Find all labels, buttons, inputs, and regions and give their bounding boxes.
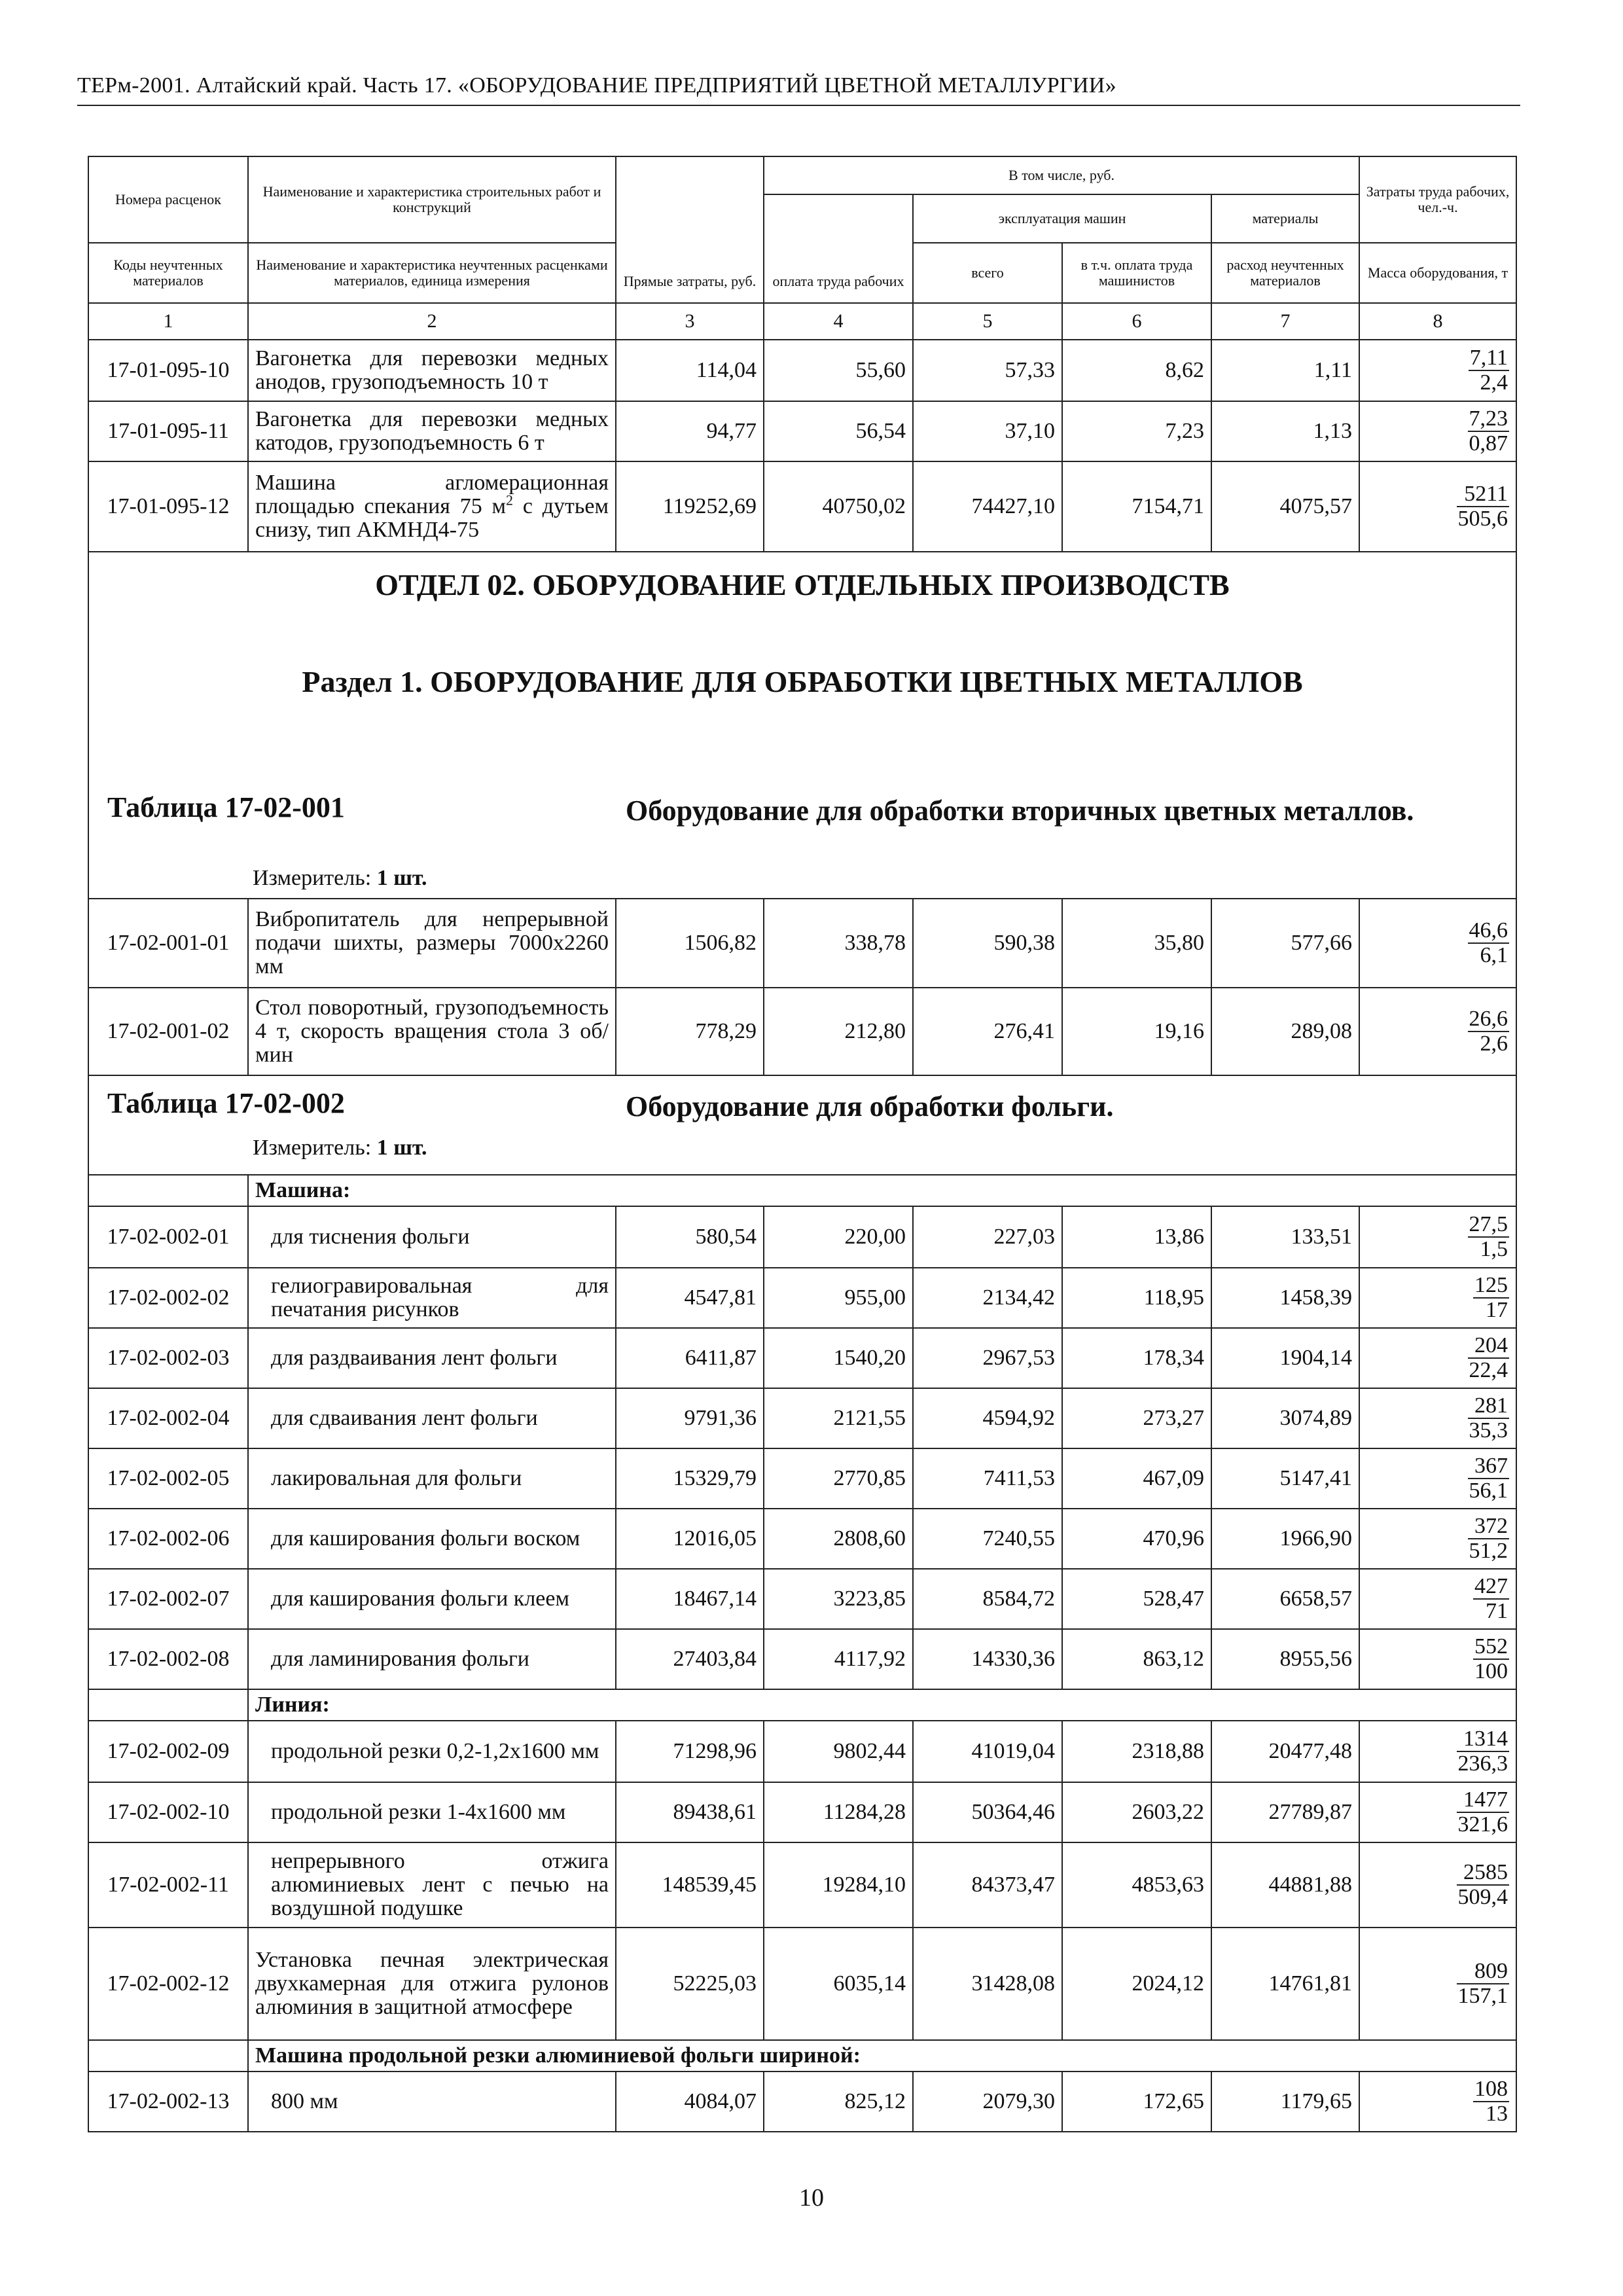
equipment-mass: 509,4 xyxy=(1457,1885,1508,1909)
labor-mass xyxy=(1359,461,1516,552)
equipment-mass: 236,3 xyxy=(1457,1751,1508,1776)
table-row xyxy=(88,899,1516,988)
col-ekspl: эксплуатация машин xyxy=(913,194,1211,243)
labor-hours: 1477 xyxy=(1457,1788,1510,1813)
rate-name: для раздваивания лент фольги xyxy=(248,1328,616,1388)
rate-code: 17-02-002-13 xyxy=(88,2072,248,2132)
table-description: Оборудование для обработки фольги. xyxy=(626,1090,1114,1122)
rate-code: 17-01-095-12 xyxy=(88,461,248,552)
page-header: ТЕРм-2001. Алтайский край. Часть 17. «ОБОРУДОВАНИЕ ПРЕДПРИЯТИЙ ЦВЕТНОЙ МЕТАЛЛУРГИИ» xyxy=(77,73,1116,98)
table-row xyxy=(88,1509,1516,1569)
labor-hours: 281 xyxy=(1468,1394,1510,1419)
direct-cost: 15329,79 xyxy=(616,1448,764,1509)
col-v-tom-chisle: В том числе, руб. xyxy=(764,156,1359,194)
machine-cost: 8584,72 xyxy=(913,1569,1062,1629)
table-row xyxy=(88,1782,1516,1842)
machine-cost: 4594,92 xyxy=(913,1388,1062,1448)
labor-cost: 212,80 xyxy=(764,988,913,1075)
table2-block xyxy=(88,1075,1516,1175)
rate-name-part: Машина агломерационная площадью спекания 75 м xyxy=(255,471,609,518)
machine-cost: 2967,53 xyxy=(913,1328,1062,1388)
labor-hours: 552 xyxy=(1474,1634,1508,1659)
col-num: 1 xyxy=(88,303,248,340)
page-number: 10 xyxy=(799,2184,824,2212)
rate-name: 800 мм xyxy=(248,2072,616,2132)
machine-cost: 227,03 xyxy=(913,1206,1062,1268)
equipment-mass: 100 xyxy=(1474,1659,1508,1683)
rate-code: 17-02-002-05 xyxy=(88,1448,248,1509)
rate-name: для каширования фольги клеем xyxy=(248,1569,616,1629)
driver-cost: 19,16 xyxy=(1062,988,1211,1075)
table-row xyxy=(88,988,1516,1075)
rate-code: 17-02-001-02 xyxy=(88,988,248,1075)
labor-mass xyxy=(1359,340,1516,401)
labor-hours: 5211 xyxy=(1457,482,1510,507)
material-cost: 4075,57 xyxy=(1211,461,1359,552)
direct-cost: 148539,45 xyxy=(616,1842,764,1928)
machine-cost: 84373,47 xyxy=(913,1842,1062,1928)
direct-cost: 114,04 xyxy=(616,340,764,401)
table-row xyxy=(88,1448,1516,1509)
driver-cost: 2603,22 xyxy=(1062,1782,1211,1842)
col-pryamye: Прямые затраты, руб. xyxy=(616,156,764,303)
table-row xyxy=(88,1388,1516,1448)
labor-cost: 6035,14 xyxy=(764,1928,913,2040)
labor-cost: 955,00 xyxy=(764,1268,913,1328)
table-row xyxy=(88,1629,1516,1689)
labor-hours: 2585 xyxy=(1457,1861,1510,1886)
rate-code: 17-02-002-12 xyxy=(88,1928,248,2040)
material-cost: 14761,81 xyxy=(1211,1928,1359,2040)
labor-mass xyxy=(1359,1206,1516,1268)
labor-hours: 26,6 xyxy=(1469,1007,1508,1031)
equipment-mass: 17 xyxy=(1486,1298,1508,1322)
direct-cost: 9791,36 xyxy=(616,1388,764,1448)
labor-mass xyxy=(1359,1569,1516,1629)
rate-code: 17-02-002-03 xyxy=(88,1328,248,1388)
rate-code: 17-02-002-09 xyxy=(88,1721,248,1782)
subheading-row xyxy=(88,2040,1516,2072)
equipment-mass: 2,6 xyxy=(1480,1031,1508,1056)
superscript: 2 xyxy=(506,492,514,509)
razdel-title: Раздел 1. ОБОРУДОВАНИЕ ДЛЯ ОБРАБОТКИ ЦВЕТНЫХ МЕТАЛЛОВ xyxy=(302,665,1303,698)
equipment-mass: 35,3 xyxy=(1469,1418,1508,1443)
labor-cost: 56,54 xyxy=(764,401,913,461)
rate-name: непрерывного отжига алюминиевых лент с печью на воздушной подушке xyxy=(248,1842,616,1928)
direct-cost: 4547,81 xyxy=(616,1268,764,1328)
driver-cost: 7154,71 xyxy=(1062,461,1211,552)
machine-cost: 31428,08 xyxy=(913,1928,1062,2040)
labor-hours: 125 xyxy=(1474,1273,1508,1297)
direct-cost: 4084,07 xyxy=(616,2072,764,2132)
rate-name: продольной резки 0,2-1,2х1600 мм xyxy=(248,1721,616,1782)
measure-unit xyxy=(253,867,427,890)
rate-code: 17-02-002-02 xyxy=(88,1268,248,1328)
labor-hours: 204 xyxy=(1468,1334,1510,1359)
table-row xyxy=(88,1569,1516,1629)
driver-cost: 470,96 xyxy=(1062,1509,1211,1569)
machine-cost: 74427,10 xyxy=(913,461,1062,552)
col-num: 2 xyxy=(248,303,616,340)
driver-cost: 2318,88 xyxy=(1062,1721,1211,1782)
direct-cost: 18467,14 xyxy=(616,1569,764,1629)
col-materialy: материалы xyxy=(1211,194,1359,243)
rate-code: 17-02-002-06 xyxy=(88,1509,248,1569)
rate-name: Вибропитатель для непрерывной подачи шихты, размеры 7000х2260 мм xyxy=(248,899,616,988)
labor-cost: 2770,85 xyxy=(764,1448,913,1509)
material-cost: 6658,57 xyxy=(1211,1569,1359,1629)
labor-hours: 427 xyxy=(1474,1574,1508,1598)
labor-mass xyxy=(1359,1928,1516,2040)
labor-cost: 3223,85 xyxy=(764,1569,913,1629)
col-num: 8 xyxy=(1359,303,1516,340)
equipment-mass: 71 xyxy=(1486,1599,1508,1623)
direct-cost: 6411,87 xyxy=(616,1328,764,1388)
machine-cost: 2079,30 xyxy=(913,2072,1062,2132)
labor-hours: 367 xyxy=(1468,1454,1510,1479)
direct-cost: 1506,82 xyxy=(616,899,764,988)
labor-cost: 2121,55 xyxy=(764,1388,913,1448)
rate-code: 17-02-002-08 xyxy=(88,1629,248,1689)
col-naim-neucht: Наименование и характеристика неучтенных расценками материалов, единица измерения xyxy=(248,243,616,303)
labor-mass xyxy=(1359,1388,1516,1448)
col-rashod: расход неучтенных материалов xyxy=(1211,243,1359,303)
rate-code: 17-02-002-07 xyxy=(88,1569,248,1629)
otdel-title: ОТДЕЛ 02. ОБОРУДОВАНИЕ ОТДЕЛЬНЫХ ПРОИЗВОДСТВ xyxy=(375,568,1230,601)
table-row xyxy=(88,1842,1516,1928)
rate-code: 17-02-002-11 xyxy=(88,1842,248,1928)
equipment-mass: 6,1 xyxy=(1480,943,1508,967)
rate-code: 17-02-002-01 xyxy=(88,1206,248,1268)
col-num: 7 xyxy=(1211,303,1359,340)
measure-value: 1 шт. xyxy=(376,1136,427,1160)
table-title: Таблица 17-02-002 xyxy=(107,1087,345,1119)
machine-cost: 57,33 xyxy=(913,340,1062,401)
table-row xyxy=(88,1328,1516,1388)
equipment-mass: 56,1 xyxy=(1469,1479,1508,1503)
equipment-mass: 321,6 xyxy=(1457,1812,1508,1837)
material-cost: 577,66 xyxy=(1211,899,1359,988)
direct-cost: 94,77 xyxy=(616,401,764,461)
material-cost: 1458,39 xyxy=(1211,1268,1359,1328)
driver-cost: 273,27 xyxy=(1062,1388,1211,1448)
col-num: 4 xyxy=(764,303,913,340)
labor-hours: 46,6 xyxy=(1469,918,1508,942)
equipment-mass: 2,4 xyxy=(1480,370,1508,395)
rate-name: лакировальная для фольги xyxy=(248,1448,616,1509)
rate-name: Установка печная электрическая двухкамерная для отжига рулонов алюминия в защитной атмосфере xyxy=(248,1928,616,2040)
subheading: Машина продольной резки алюминиевой фольги шириной: xyxy=(248,2040,1516,2072)
rate-name: для каширования фольги воском xyxy=(248,1509,616,1569)
labor-cost: 1540,20 xyxy=(764,1328,913,1388)
col-num: 5 xyxy=(913,303,1062,340)
material-cost: 1904,14 xyxy=(1211,1328,1359,1388)
driver-cost: 13,86 xyxy=(1062,1206,1211,1268)
rate-code: 17-02-002-04 xyxy=(88,1388,248,1448)
direct-cost: 27403,84 xyxy=(616,1629,764,1689)
subheading: Линия: xyxy=(248,1689,1516,1721)
rates-table xyxy=(88,156,1517,2132)
labor-mass xyxy=(1359,1509,1516,1569)
labor-hours: 1314 xyxy=(1457,1727,1510,1752)
equipment-mass: 157,1 xyxy=(1457,1984,1508,2008)
col-vtch: в т.ч. оплата труда машинистов xyxy=(1062,243,1211,303)
labor-cost: 2808,60 xyxy=(764,1509,913,1569)
material-cost: 3074,89 xyxy=(1211,1388,1359,1448)
table-row xyxy=(88,461,1516,552)
rate-code: 17-01-095-10 xyxy=(88,340,248,401)
direct-cost: 52225,03 xyxy=(616,1928,764,2040)
material-cost: 27789,87 xyxy=(1211,1782,1359,1842)
material-cost: 133,51 xyxy=(1211,1206,1359,1268)
col-num: 3 xyxy=(616,303,764,340)
labor-mass xyxy=(1359,401,1516,461)
machine-cost: 37,10 xyxy=(913,401,1062,461)
rate-name: гелиогравировальная для печатания рисунков xyxy=(248,1268,616,1328)
labor-cost: 19284,10 xyxy=(764,1842,913,1928)
labor-hours: 7,23 xyxy=(1469,406,1508,431)
labor-mass xyxy=(1359,1782,1516,1842)
driver-cost: 2024,12 xyxy=(1062,1928,1211,2040)
labor-cost: 9802,44 xyxy=(764,1721,913,1782)
rate-code: 17-02-001-01 xyxy=(88,899,248,988)
col-naim: Наименование и характеристика строительных работ и конструкций xyxy=(248,156,616,243)
material-cost: 1,11 xyxy=(1211,340,1359,401)
labor-mass xyxy=(1359,1721,1516,1782)
labor-mass xyxy=(1359,1328,1516,1388)
equipment-mass: 51,2 xyxy=(1469,1539,1508,1563)
equipment-mass: 22,4 xyxy=(1469,1358,1508,1382)
labor-cost: 40750,02 xyxy=(764,461,913,552)
labor-cost: 55,60 xyxy=(764,340,913,401)
material-cost: 20477,48 xyxy=(1211,1721,1359,1782)
col-oplata: оплата труда рабочих xyxy=(764,194,913,303)
measure-value: 1 шт. xyxy=(376,866,427,890)
machine-cost: 276,41 xyxy=(913,988,1062,1075)
material-cost: 44881,88 xyxy=(1211,1842,1359,1928)
labor-mass xyxy=(1359,988,1516,1075)
rate-name: Вагонетка для перевозки медных анодов, грузоподъемность 10 т xyxy=(248,340,616,401)
driver-cost: 172,65 xyxy=(1062,2072,1211,2132)
header-rule xyxy=(77,105,1520,106)
measure-unit xyxy=(253,1136,427,1160)
direct-cost: 119252,69 xyxy=(616,461,764,552)
rate-name-part: с дутьем снизу, тип АКМНД4-75 xyxy=(255,494,609,542)
table-description: Оборудование для обработки вторичных цветных металлов. xyxy=(626,795,1414,827)
driver-cost: 118,95 xyxy=(1062,1268,1211,1328)
driver-cost: 35,80 xyxy=(1062,899,1211,988)
table-title: Таблица 17-02-001 xyxy=(107,791,345,823)
table-row xyxy=(88,1721,1516,1782)
labor-mass xyxy=(1359,2072,1516,2132)
labor-hours: 372 xyxy=(1468,1515,1510,1539)
material-cost: 5147,41 xyxy=(1211,1448,1359,1509)
machine-cost: 7240,55 xyxy=(913,1509,1062,1569)
equipment-mass: 1,5 xyxy=(1480,1237,1508,1261)
rate-name: для ламинирования фольги xyxy=(248,1629,616,1689)
section-block xyxy=(88,552,1516,899)
direct-cost: 89438,61 xyxy=(616,1782,764,1842)
labor-mass xyxy=(1359,1842,1516,1928)
labor-hours: 7,11 xyxy=(1469,346,1508,370)
labor-mass xyxy=(1359,899,1516,988)
labor-mass xyxy=(1359,1629,1516,1689)
machine-cost: 50364,46 xyxy=(913,1782,1062,1842)
col-vsego: всего xyxy=(913,243,1062,303)
material-cost: 1,13 xyxy=(1211,401,1359,461)
table-row xyxy=(88,2072,1516,2132)
equipment-mass: 505,6 xyxy=(1457,507,1508,531)
direct-cost: 778,29 xyxy=(616,988,764,1075)
equipment-mass: 13 xyxy=(1486,2102,1508,2126)
rate-name: Вагонетка для перевозки медных катодов, грузоподъемность 6 т xyxy=(248,401,616,461)
rate-name: для сдваивания лент фольги xyxy=(248,1388,616,1448)
driver-cost: 528,47 xyxy=(1062,1569,1211,1629)
labor-mass xyxy=(1359,1448,1516,1509)
table-row xyxy=(88,1268,1516,1328)
col-kody: Коды неучтенных материалов xyxy=(88,243,248,303)
driver-cost: 7,23 xyxy=(1062,401,1211,461)
driver-cost: 8,62 xyxy=(1062,340,1211,401)
labor-mass xyxy=(1359,1268,1516,1328)
material-cost: 1179,65 xyxy=(1211,2072,1359,2132)
labor-hours: 27,5 xyxy=(1469,1212,1508,1236)
labor-cost: 825,12 xyxy=(764,2072,913,2132)
equipment-mass: 0,87 xyxy=(1469,431,1508,456)
machine-cost: 41019,04 xyxy=(913,1721,1062,1782)
rate-name: Стол поворотный, грузоподъемность 4 т, скорость вращения стола 3 об/мин xyxy=(248,988,616,1075)
machine-cost: 14330,36 xyxy=(913,1629,1062,1689)
rate-name: для тиснения фольги xyxy=(248,1206,616,1268)
labor-hours: 108 xyxy=(1474,2077,1508,2101)
table-row xyxy=(88,1928,1516,2040)
driver-cost: 467,09 xyxy=(1062,1448,1211,1509)
labor-cost: 220,00 xyxy=(764,1206,913,1268)
col-num: 6 xyxy=(1062,303,1211,340)
labor-cost: 11284,28 xyxy=(764,1782,913,1842)
subheading-row xyxy=(88,1689,1516,1721)
col-nomera: Номера расценок xyxy=(88,156,248,243)
rate-name: продольной резки 1-4х1600 мм xyxy=(248,1782,616,1842)
machine-cost: 7411,53 xyxy=(913,1448,1062,1509)
material-cost: 289,08 xyxy=(1211,988,1359,1075)
labor-cost: 338,78 xyxy=(764,899,913,988)
labor-hours: 809 xyxy=(1457,1960,1510,1984)
col-zatraty-truda: Затраты труда рабочих, чел.-ч. xyxy=(1359,156,1516,243)
machine-cost: 2134,42 xyxy=(913,1268,1062,1328)
driver-cost: 4853,63 xyxy=(1062,1842,1211,1928)
direct-cost: 580,54 xyxy=(616,1206,764,1268)
direct-cost: 71298,96 xyxy=(616,1721,764,1782)
rate-code: 17-02-002-10 xyxy=(88,1782,248,1842)
labor-cost: 4117,92 xyxy=(764,1629,913,1689)
driver-cost: 863,12 xyxy=(1062,1629,1211,1689)
rate-name xyxy=(248,461,616,552)
col-massa: Масса оборудования, т xyxy=(1359,243,1516,303)
driver-cost: 178,34 xyxy=(1062,1328,1211,1388)
measure-label: Измеритель: xyxy=(253,1136,377,1160)
table-row xyxy=(88,1206,1516,1268)
table-row xyxy=(88,401,1516,461)
table-row xyxy=(88,340,1516,401)
rate-code: 17-01-095-11 xyxy=(88,401,248,461)
subheading-row xyxy=(88,1175,1516,1206)
measure-label: Измеритель: xyxy=(253,866,377,890)
material-cost: 1966,90 xyxy=(1211,1509,1359,1569)
material-cost: 8955,56 xyxy=(1211,1629,1359,1689)
machine-cost: 590,38 xyxy=(913,899,1062,988)
subheading: Машина: xyxy=(248,1175,1516,1206)
direct-cost: 12016,05 xyxy=(616,1509,764,1569)
